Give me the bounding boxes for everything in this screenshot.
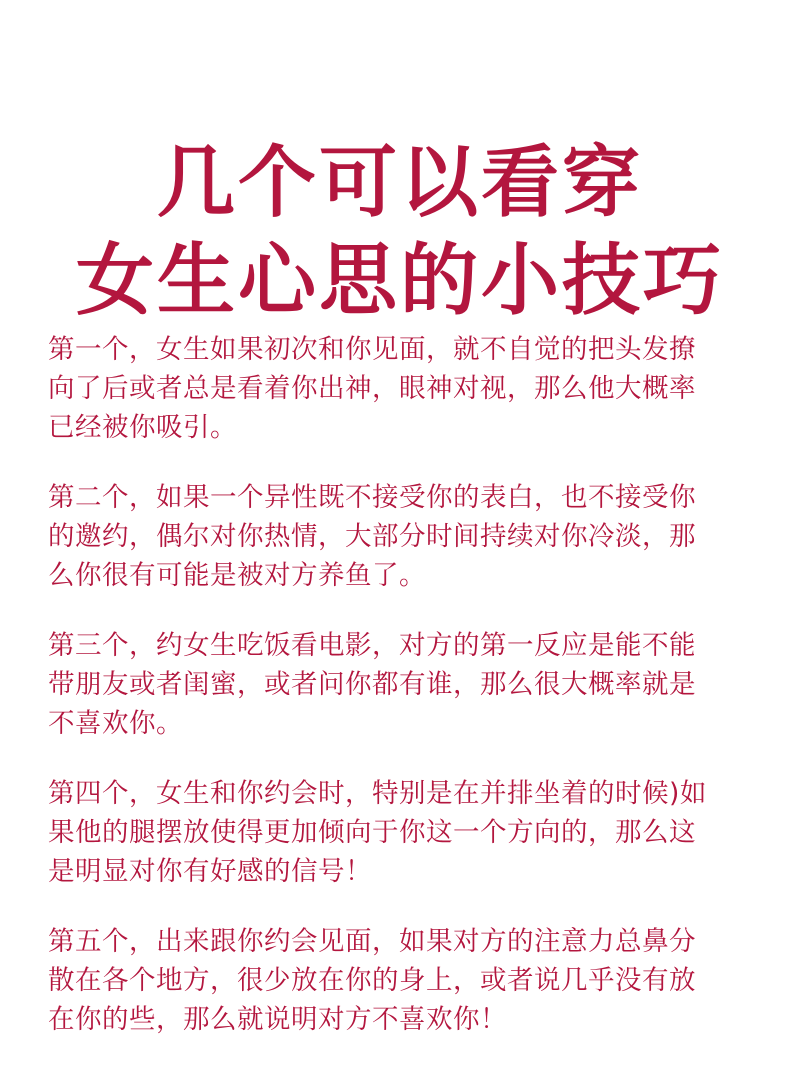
paragraph-line: 第一个，女生如果初次和你见面，就不自觉的把头发撩 — [48, 334, 696, 365]
paragraph-1 — [48, 330, 760, 447]
paragraph-line: 带朋友或者闺蜜，或者问你都有谁，那么很大概率就是 — [48, 669, 696, 700]
paragraph-line: 散在各个地方，很少放在你的身上，或者说几乎没有放 — [48, 965, 696, 996]
paragraph-line: 已经被你吸引。 — [48, 412, 237, 443]
paragraph-line: 向了后或者总是看着你出神，眼神对视，那么他大概率 — [48, 373, 696, 404]
paragraph-5 — [48, 922, 760, 1039]
paragraph-4 — [48, 774, 760, 891]
page-title — [0, 134, 800, 330]
paragraph-line: 的邀约，偶尔对你热情，大部分时间持续对你冷淡，那 — [48, 521, 696, 552]
title-line-1: 几个可以看穿 — [156, 138, 643, 229]
paragraph-line: 第四个，女生和你约会时，特别是在并排坐着的时候)如 — [48, 778, 707, 809]
article-body — [48, 330, 760, 1070]
paragraph-3 — [48, 626, 760, 743]
paragraph-line: 在你的些，那么就说明对方不喜欢你！ — [48, 1004, 507, 1035]
paragraph-line: 是明显对你有好感的信号！ — [48, 856, 372, 887]
paragraph-line: 果他的腿摆放使得更加倾向于你这一个方向的，那么这 — [48, 817, 696, 848]
paragraph-line: 么你很有可能是被对方养鱼了。 — [48, 560, 426, 591]
paragraph-line: 第三个，约女生吃饭看电影，对方的第一反应是能不能 — [48, 630, 696, 661]
paragraph-line: 第二个，如果一个异性既不接受你的表白，也不接受你 — [48, 482, 696, 513]
title-line-2: 女生心思的小技巧 — [75, 236, 724, 327]
paragraph-line: 第五个，出来跟你约会见面，如果对方的注意力总鼻分 — [48, 926, 696, 957]
paragraph-2 — [48, 478, 760, 595]
paragraph-line: 不喜欢你。 — [48, 708, 183, 739]
